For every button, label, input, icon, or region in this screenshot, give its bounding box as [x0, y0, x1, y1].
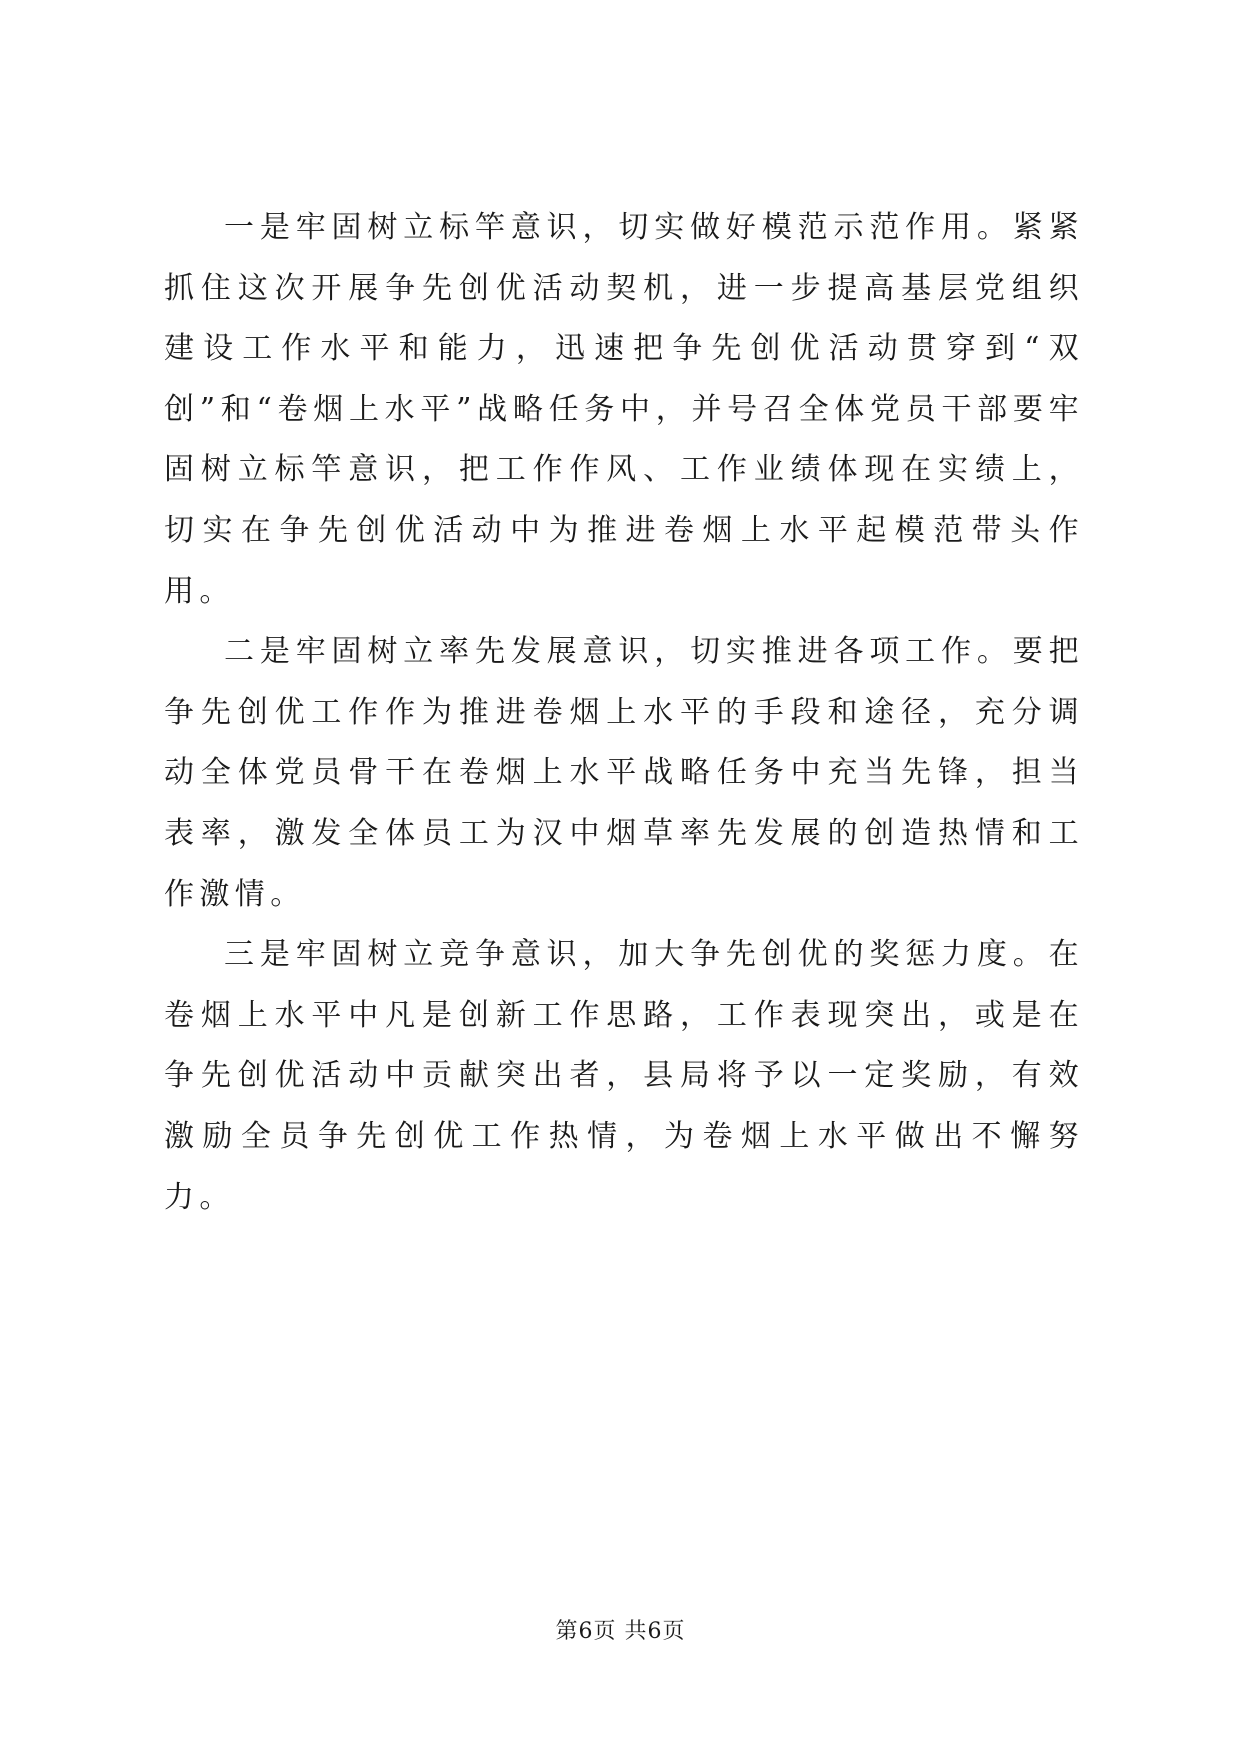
- paragraph-1: 一是牢固树立标竿意识，切实做好模范示范作用。紧紧抓住这次开展争先创优活动契机，进一步提高基层党组织建设工作水平和能力，迅速把争先创优活动贯穿到“双创”和“卷烟上水平”战略任务中，并号召全体党员干部要牢固树立标竿意识，把工作作风、工作业绩体现在实绩上，切实在争先创优活动中为推进卷烟上水平起模范带头作用。: [164, 210, 1084, 609]
- document-body: [164, 198, 1084, 1228]
- paragraph-3: 三是牢固树立竞争意识，加大争先创优的奖惩力度。在卷烟上水平中凡是创新工作思路，工作表现突出，或是在争先创优活动中贡献突出者，县局将予以一定奖励，有效激励全员争先创优工作热情，为卷烟上水平做出不懈努力。: [164, 937, 1084, 1215]
- paragraph-2: 二是牢固树立率先发展意识，切实推进各项工作。要把争先创优工作作为推进卷烟上水平的手段和途径，充分调动全体党员骨干在卷烟上水平战略任务中充当先锋，担当表率，激发全体员工为汉中烟草率先发展的创造热情和工作激情。: [164, 634, 1084, 912]
- page-number: 第6页 共6页: [555, 1619, 686, 1644]
- page-footer: [0, 1614, 1241, 1645]
